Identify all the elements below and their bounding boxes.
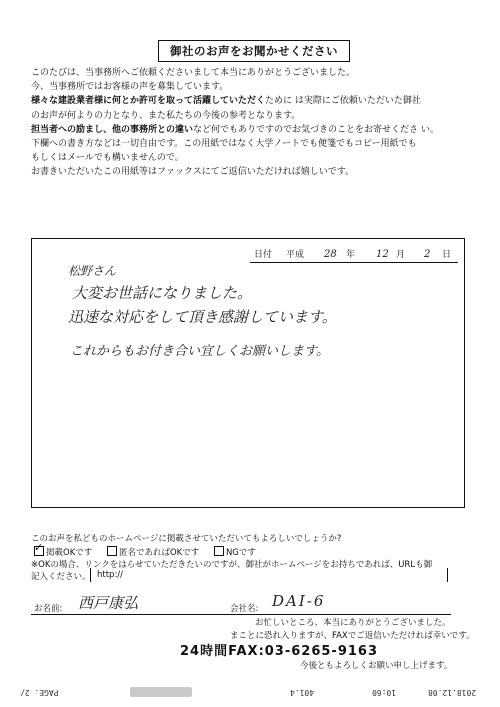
- intro-emphasis: 担当者への励まし、他の事務所との違い: [31, 124, 194, 135]
- intro-line-rest: ために は実際にご依頼いただいた御社: [265, 96, 421, 107]
- thanks-text: お忙しいところ、本当にありがとうございました。: [255, 618, 451, 628]
- closing-text: 今後ともよろしくお願い申し上げます。: [300, 661, 453, 671]
- intro-line: のお声が何よりの力となり、また私たちの今後の参考となります。: [31, 110, 301, 121]
- date-day-unit: 日: [442, 250, 452, 260]
- date-label: 日付: [254, 250, 273, 260]
- form-title: 御社のお声をお聞かせください: [158, 40, 350, 62]
- option-anonymous-ok[interactable]: [107, 548, 199, 558]
- option-label: NGです: [225, 548, 256, 558]
- date-row: [250, 248, 458, 263]
- intro-emphasis: 様々な建設業者様に何とか許可を取って活躍していただく: [31, 96, 266, 107]
- handwritten-line: 松野さん: [68, 264, 117, 278]
- intro-line-rest: など何でもありですのでお気づきのことをお寄せくださ い。: [193, 124, 439, 135]
- date-day: 2: [424, 249, 431, 260]
- fax-number: 24時間FAX:03-6265-9163: [180, 644, 379, 659]
- date-month-unit: 月: [396, 250, 406, 260]
- handwritten-line: これからもお付き合い宜しくお願いします。: [70, 344, 329, 359]
- url-prefix: http://: [97, 570, 124, 580]
- date-month: 12: [376, 249, 389, 260]
- date-era: 平成: [286, 250, 305, 260]
- option-label: 匿名であればOKです: [118, 548, 200, 558]
- name-value: 西戸康弘: [78, 594, 139, 612]
- redacted-block: [130, 687, 192, 697]
- consent-note: ※OKの場合、リンクをはらせていただきたいのですが、御社がホームページをお持ちであれば、URLも御: [31, 560, 433, 570]
- checkbox-icon: [107, 546, 117, 556]
- consent-question: このお声を私どものホームページに掲載させていただいてもよろしいでしょうか?: [31, 534, 342, 544]
- intro-line: 今、当事務所ではお客様の声を募集しています。: [31, 82, 229, 93]
- fax-page: PAGE. 2/: [20, 688, 59, 697]
- name-label: お名前:: [34, 604, 63, 614]
- date-year-unit: 年: [346, 250, 356, 260]
- fax-request-text: まことに恐れ入りますが、FAXでご返信いただければ幸いです。: [230, 631, 475, 641]
- fax-transmission-header: [0, 684, 500, 707]
- handwritten-line: 大変お世話になりました。: [72, 284, 253, 302]
- intro-line: このたびは、当事務所へご依頼くださいまして本当にありがとうございました。: [31, 68, 356, 78]
- fax-time: 10:60: [372, 688, 397, 697]
- url-field[interactable]: [90, 568, 448, 582]
- intro-text: [31, 66, 481, 180]
- handwritten-line: 迅速な対応をして頂き感謝しています。: [68, 308, 337, 326]
- fax-code: 401.4: [290, 688, 315, 697]
- intro-line: 下欄への書き方などは一切自由です。この用紙ではなく大学ノートでも便箋でもコピー用紙でも: [31, 139, 417, 150]
- intro-line: [31, 123, 481, 137]
- checkbox-icon: [214, 546, 224, 556]
- option-publish-ok[interactable]: [34, 548, 92, 558]
- fax-date: 2018.12.08: [428, 688, 477, 697]
- option-ng[interactable]: [214, 548, 256, 558]
- option-label: 掲載OKです: [46, 548, 93, 558]
- consent-options: [34, 546, 256, 558]
- intro-line: [31, 94, 481, 108]
- company-value: DAI-6: [272, 592, 326, 610]
- intro-line: もしくはメールでも構いませんので。: [31, 153, 184, 164]
- company-label: 会社名:: [230, 604, 259, 614]
- date-year: 28: [324, 249, 337, 260]
- intro-line: お書きいただいたこの用紙等はファックスにてご返信いただければ嬉しいです。: [31, 167, 355, 178]
- checkbox-checked-icon: [34, 546, 44, 556]
- consent-note: 記入ください。: [31, 572, 91, 582]
